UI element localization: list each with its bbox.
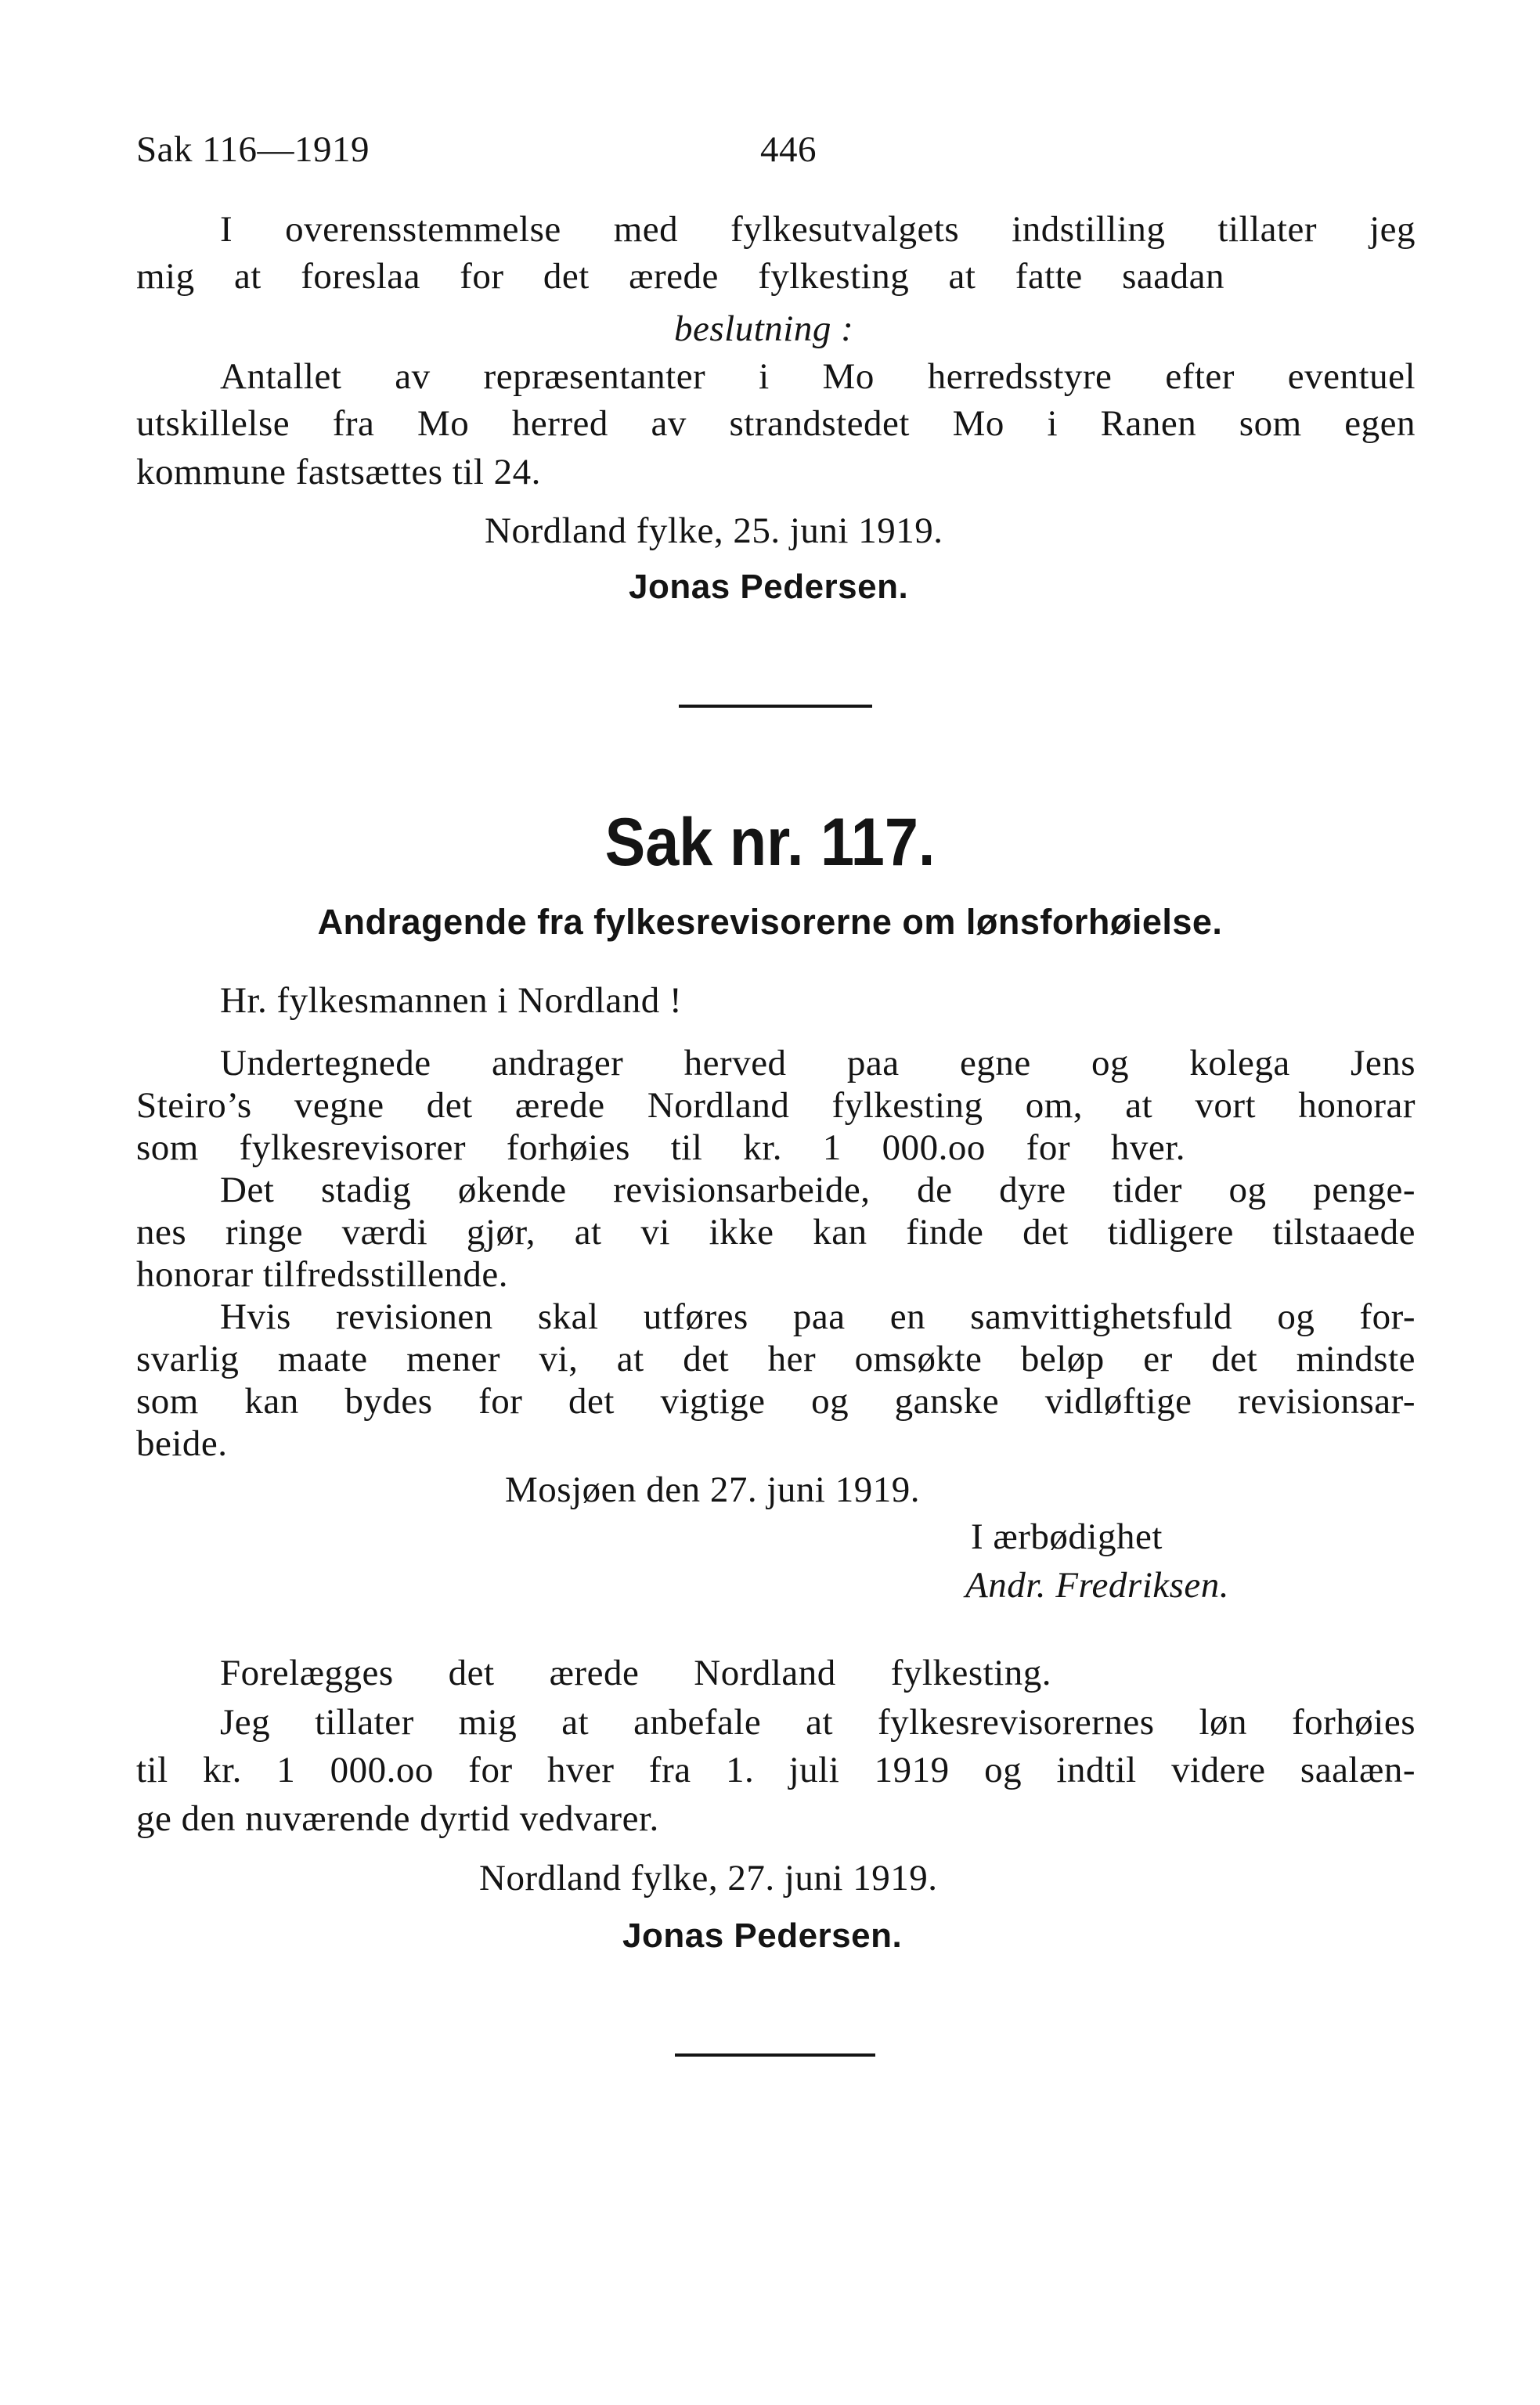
body-line: honorar tilfredsstillende. xyxy=(136,1254,509,1295)
body-line: som fylkesrevisorer forhøies til kr. 1 000.oo for hver. xyxy=(136,1127,1185,1168)
section-title: Sak nr. 117. xyxy=(604,805,936,880)
body-line: Hvis revisionen skal utføres paa en samvittighetsfuld og for- xyxy=(220,1296,1416,1337)
body-line: nes ringe værdi gjør, at vi ikke kan finde det tidligere tilstaaede xyxy=(136,1212,1416,1253)
section-divider xyxy=(679,705,872,708)
body-line: ge den nuværende dyrtid vedvarer. xyxy=(136,1798,659,1839)
final-signature: Jonas Pedersen. xyxy=(622,1916,903,1955)
body-line: Antallet av repræsentanter i Mo herredsstyre efter eventuel xyxy=(220,356,1416,397)
body-line: svarlig maate mener vi, at det her omsøkte beløp er det mindste xyxy=(136,1339,1416,1379)
salutation: Hr. fylkesmannen i Nordland ! xyxy=(220,980,683,1021)
body-line: som kan bydes for det vigtige og ganske vidløftige revisionsar- xyxy=(136,1381,1416,1422)
body-line: Steiro’s vegne det ærede Nordland fylkesting om, at vort honorar xyxy=(136,1085,1416,1126)
section-divider xyxy=(675,2053,875,2057)
body-line: til kr. 1 000.oo for hver fra 1. juli 1919 og indtil videre saalæn- xyxy=(136,1750,1416,1790)
running-head: Sak 116—1919 xyxy=(136,129,370,170)
body-line: beide. xyxy=(136,1423,228,1464)
signature: Jonas Pedersen. xyxy=(629,568,909,606)
body-line: I overensstemmelse med fylkesutvalgets indstilling tillater jeg xyxy=(220,209,1416,250)
body-line: Det stadig økende revisionsarbeide, de dyre tider og penge- xyxy=(220,1170,1416,1210)
decision-heading: beslutning : xyxy=(674,308,854,349)
page-number: 446 xyxy=(760,129,817,170)
body-line: mig at foreslaa for det ærede fylkesting at fatte saadan xyxy=(136,256,1224,297)
final-place-date: Nordland fylke, 27. juni 1919. xyxy=(479,1858,938,1898)
signer: Andr. Fredriksen. xyxy=(965,1565,1230,1606)
body-line: Jeg tillater mig at anbefale at fylkesrevisorernes løn forhøies xyxy=(220,1702,1416,1743)
place-date: Nordland fylke, 25. juni 1919. xyxy=(485,510,943,551)
place-date: Mosjøen den 27. juni 1919. xyxy=(505,1469,920,1510)
section-subtitle: Andragende fra fylkesrevisorerne om lønsforhøielse. xyxy=(317,902,1223,942)
body-line: Undertegnede andrager herved paa egne og kolega Jens xyxy=(220,1043,1416,1084)
closing: I ærbødighet xyxy=(971,1516,1163,1557)
body-line: utskillelse fra Mo herred av strandstedet Mo i Ranen som egen xyxy=(136,403,1416,444)
body-line: Forelægges det ærede Nordland fylkesting. xyxy=(220,1653,1051,1693)
body-line: kommune fastsættes til 24. xyxy=(136,452,541,492)
